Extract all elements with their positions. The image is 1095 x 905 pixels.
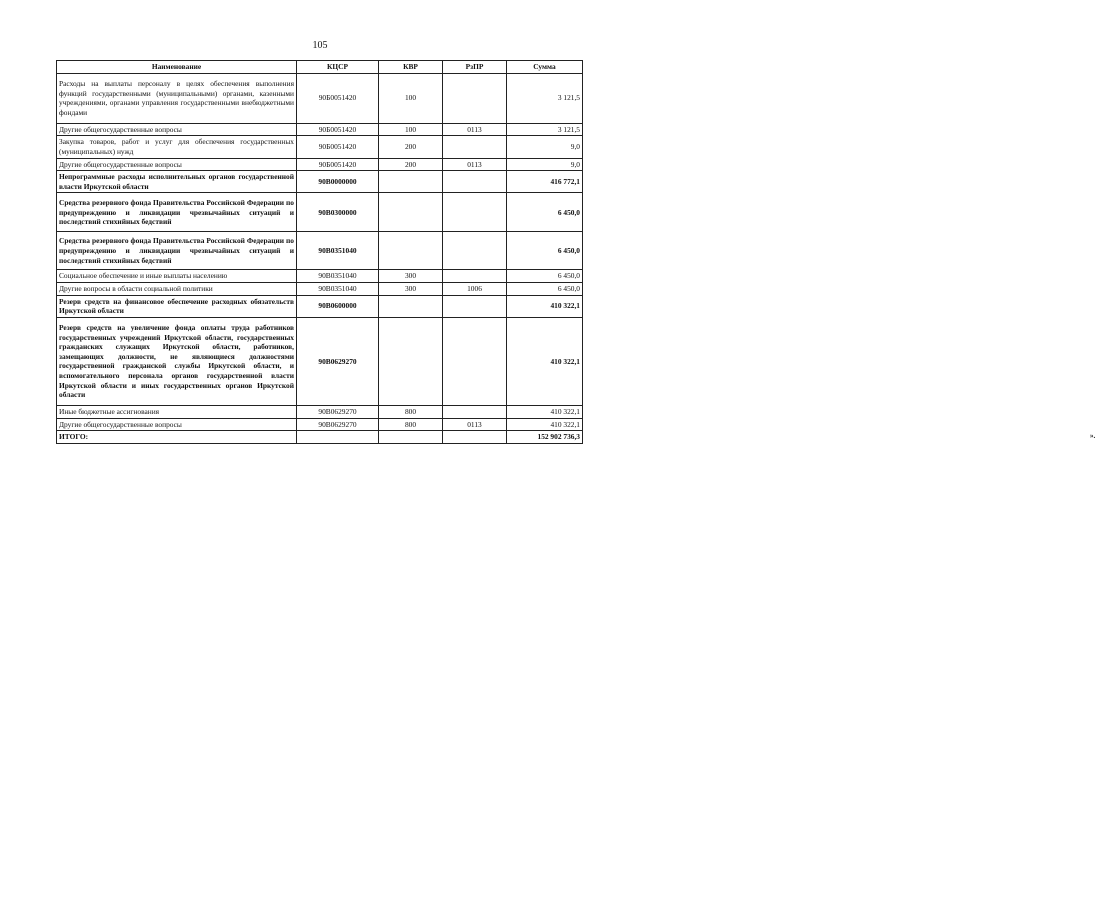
table-row <box>57 431 583 444</box>
row-kcsr-cell: 90В0351040 <box>297 232 379 270</box>
row-name-cell: Расходы на выплаты персоналу в целях обеспечения выполнения функций государственными (муниципальными) органами, казенными учреждениями, органами управления государственными внебюджетными фондами <box>57 73 297 123</box>
row-kcsr-cell: 90В0300000 <box>297 193 379 232</box>
row-kvr-cell <box>379 295 443 317</box>
row-name-cell: Другие общегосударственные вопросы <box>57 158 297 171</box>
table-row <box>57 171 583 193</box>
column-header-kvr: КВР <box>379 61 443 74</box>
row-kcsr-cell <box>297 431 379 444</box>
row-rzpr-cell <box>443 171 507 193</box>
row-kcsr-cell: 90В0600000 <box>297 295 379 317</box>
row-rzpr-cell <box>443 295 507 317</box>
row-sum-cell: 410 322,1 <box>507 317 583 405</box>
row-kvr-cell <box>379 317 443 405</box>
table-row <box>57 283 583 296</box>
table-row <box>57 158 583 171</box>
row-sum-cell: 6 450,0 <box>507 270 583 283</box>
table-header-row <box>57 61 583 74</box>
row-kvr-cell: 800 <box>379 405 443 418</box>
row-sum-cell <box>507 431 1095 444</box>
table-row <box>57 317 583 405</box>
row-kvr-cell: 800 <box>379 418 443 431</box>
budget-table <box>56 60 1095 444</box>
row-rzpr-cell <box>443 73 507 123</box>
closing-quote-mark: ». <box>1090 432 1095 441</box>
table-row <box>57 136 583 158</box>
row-name-cell: Другие общегосударственные вопросы <box>57 418 297 431</box>
row-kvr-cell: 200 <box>379 158 443 171</box>
row-sum-cell: 410 322,1 <box>507 405 583 418</box>
row-kcsr-cell: 90Б0051420 <box>297 136 379 158</box>
row-name-cell: ИТОГО: <box>57 431 297 444</box>
row-sum-cell: 3 121,5 <box>507 123 583 136</box>
row-kcsr-cell: 90В0629270 <box>297 317 379 405</box>
row-name-cell: Другие вопросы в области социальной политики <box>57 283 297 296</box>
row-rzpr-cell <box>443 317 507 405</box>
row-sum-cell: 6 450,0 <box>507 283 583 296</box>
column-header-rzpr: РзПР <box>443 61 507 74</box>
row-kvr-cell <box>379 193 443 232</box>
row-sum-cell: 6 450,0 <box>507 232 583 270</box>
row-rzpr-cell: 0113 <box>443 418 507 431</box>
row-kcsr-cell: 90Б0051420 <box>297 73 379 123</box>
table-row <box>57 193 583 232</box>
column-header-kcsr: КЦСР <box>297 61 379 74</box>
row-name-cell: Средства резервного фонда Правительства Российской Федерации по предупреждению и ликвидации чрезвычайных ситуаций и последствий стихийных бедствий <box>57 193 297 232</box>
row-kvr-cell <box>379 171 443 193</box>
row-name-cell: Закупка товаров, работ и услуг для обеспечения государственных (муниципальных) нужд <box>57 136 297 158</box>
row-name-cell: Другие общегосударственные вопросы <box>57 123 297 136</box>
row-name-cell: Иные бюджетные ассигнования <box>57 405 297 418</box>
row-name-cell: Средства резервного фонда Правительства Российской Федерации по предупреждению и ликвидации чрезвычайных ситуаций и последствий стихийных бедствий <box>57 232 297 270</box>
row-rzpr-cell <box>443 232 507 270</box>
row-name-cell: Социальное обеспечение и иные выплаты населению <box>57 270 297 283</box>
column-header-sum: Сумма <box>507 61 583 74</box>
table-row <box>57 270 583 283</box>
row-kvr-cell <box>379 431 443 444</box>
row-rzpr-cell <box>443 193 507 232</box>
column-header-name: Наименование <box>57 61 297 74</box>
row-sum-value: 152 902 736,3 <box>537 432 580 442</box>
row-sum-cell: 9,0 <box>507 136 583 158</box>
table-row <box>57 123 583 136</box>
row-rzpr-cell: 0113 <box>443 123 507 136</box>
table-row <box>57 418 583 431</box>
row-sum-cell: 416 772,1 <box>507 171 583 193</box>
table-row <box>57 232 583 270</box>
row-sum-cell: 410 322,1 <box>507 418 583 431</box>
table-row <box>57 405 583 418</box>
row-sum-cell: 9,0 <box>507 158 583 171</box>
row-kcsr-cell: 90В0629270 <box>297 418 379 431</box>
row-sum-cell: 410 322,1 <box>507 295 583 317</box>
row-sum-cell: 6 450,0 <box>507 193 583 232</box>
row-name-cell: Резерв средств на увеличение фонда оплаты труда работников государственных учреждений Иркутской области, государственных гражданских служащих Иркутской области, работников, замещающих должности, не являющиеся должностями государственной гражданской службы Иркутской области, и вспомогательного персонала органов государственной власти Иркутской области и иных государственных органов Иркутской области <box>57 317 297 405</box>
row-rzpr-cell: 0113 <box>443 158 507 171</box>
table-row <box>57 73 583 123</box>
row-rzpr-cell <box>443 405 507 418</box>
row-rzpr-cell <box>443 136 507 158</box>
row-kvr-cell: 100 <box>379 123 443 136</box>
row-kvr-cell <box>379 232 443 270</box>
page-number: 105 <box>312 40 328 51</box>
row-kvr-cell: 100 <box>379 73 443 123</box>
row-kvr-cell: 300 <box>379 270 443 283</box>
row-kcsr-cell: 90Б0051420 <box>297 158 379 171</box>
row-name-cell: Резерв средств на финансовое обеспечение расходных обязательств Иркутской области <box>57 295 297 317</box>
row-kcsr-cell: 90В0629270 <box>297 405 379 418</box>
row-name-cell: Непрограммные расходы исполнительных органов государственной власти Иркутской области <box>57 171 297 193</box>
row-kcsr-cell: 90Б0051420 <box>297 123 379 136</box>
row-kcsr-cell: 90В0000000 <box>297 171 379 193</box>
row-kcsr-cell: 90В0351040 <box>297 283 379 296</box>
row-rzpr-cell <box>443 270 507 283</box>
row-sum-cell: 3 121,5 <box>507 73 583 123</box>
row-rzpr-cell <box>443 431 507 444</box>
row-kvr-cell: 200 <box>379 136 443 158</box>
row-kvr-cell: 300 <box>379 283 443 296</box>
row-kcsr-cell: 90В0351040 <box>297 270 379 283</box>
row-rzpr-cell: 1006 <box>443 283 507 296</box>
table-row <box>57 295 583 317</box>
